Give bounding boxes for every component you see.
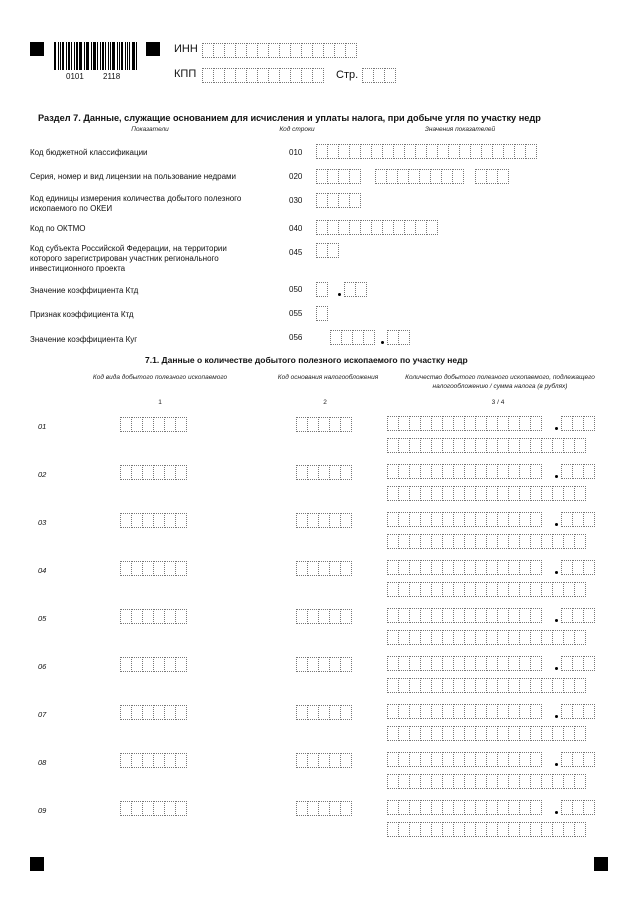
mineral-code-field[interactable] [120,417,186,432]
registration-marker-bottom-right [594,857,608,871]
entry-cell[interactable] [583,464,595,479]
quantity-integer-field[interactable] [387,416,541,431]
entry-cell[interactable] [175,753,187,768]
decimal-point [555,571,558,574]
entry-cell[interactable] [345,43,357,58]
taxation-basis-code-field[interactable] [296,417,351,432]
quantity-fraction-field[interactable] [561,752,594,767]
quantity-fraction-field[interactable] [561,560,594,575]
row-label-010: Код бюджетной классификации [30,148,148,157]
entry-cell[interactable] [175,609,187,624]
decimal-point [555,763,558,766]
taxation-basis-code-field[interactable] [296,753,351,768]
taxation-basis-code-field[interactable] [296,609,351,624]
entry-cell[interactable] [384,68,396,83]
license-number-field[interactable] [375,169,463,184]
col-line-code-header: Код строки [279,126,315,133]
quantity-integer-field[interactable] [387,512,541,527]
entry-cell[interactable] [497,169,509,184]
decimal-point [555,667,558,670]
row-code-056: 056 [289,333,303,342]
entry-cell[interactable] [426,220,438,235]
entry-cell[interactable] [340,657,352,672]
subsection-row-number: 01 [38,422,47,431]
entry-cell[interactable] [530,560,542,575]
okei-field[interactable] [316,193,360,208]
quantity-integer-field[interactable] [387,704,541,719]
decimal-point [338,293,341,296]
entry-cell[interactable] [316,282,328,297]
page-number-field[interactable] [362,68,395,83]
taxation-basis-code-field[interactable] [296,657,351,672]
decimal-point [555,523,558,526]
quantity-integer-field[interactable] [387,800,541,815]
subsection-row-number: 05 [38,614,47,623]
decimal-point [555,811,558,814]
entry-cell[interactable] [574,438,586,453]
entry-cell[interactable] [340,513,352,528]
tax-amount-field[interactable] [387,774,585,789]
entry-cell[interactable] [530,512,542,527]
barcode-bar [62,42,65,70]
inn-label: ИНН [174,43,198,55]
taxation-basis-code-field[interactable] [296,561,351,576]
entry-cell[interactable] [583,656,595,671]
barcode-bar [121,42,123,70]
quantity-fraction-field[interactable] [561,512,594,527]
kpp-field[interactable] [202,68,323,83]
entry-cell[interactable] [175,705,187,720]
inn-field[interactable] [202,43,356,58]
row-label-050: Значение коэффициента Ктд [30,286,139,295]
entry-cell[interactable] [340,705,352,720]
subsection-row-number: 08 [38,758,47,767]
registration-marker-bottom-left [30,857,44,871]
barcode-bar [117,42,118,70]
page-label: Стр. [336,69,359,81]
entry-cell[interactable] [583,704,595,719]
row-code-010: 010 [289,148,303,157]
region-code-field[interactable] [316,243,338,258]
quantity-integer-field[interactable] [387,464,541,479]
row-label-056: Значение коэффициента Куг [30,335,138,344]
ktd-integer-field[interactable] [316,282,327,297]
row-code-040: 040 [289,224,303,233]
decimal-point [555,427,558,430]
subsection-row-number: 09 [38,806,47,815]
license-type-field[interactable] [475,169,508,184]
mineral-code-field[interactable] [120,561,186,576]
ktd-flag-field[interactable] [316,306,327,321]
barcode-bar [112,42,115,70]
barcode-bar [100,42,101,70]
tax-amount-field[interactable] [387,726,585,741]
col1-number: 1 [158,399,162,406]
barcode-bar [86,42,87,70]
mineral-code-field[interactable] [120,753,186,768]
entry-cell[interactable] [574,630,586,645]
entry-cell[interactable] [175,561,187,576]
entry-cell[interactable] [175,513,187,528]
quantity-fraction-field[interactable] [561,608,594,623]
decimal-point [381,341,384,344]
entry-cell[interactable] [583,512,595,527]
entry-cell[interactable] [340,417,352,432]
barcode-bar [91,42,92,70]
entry-cell[interactable] [530,704,542,719]
entry-cell[interactable] [316,306,328,321]
tax-amount-field[interactable] [387,438,585,453]
mineral-code-field[interactable] [120,705,186,720]
subsection-row-number: 02 [38,470,47,479]
barcode-bar [129,42,131,70]
entry-cell[interactable] [355,282,367,297]
col1-header: Код вида добытого полезного ископаемого [92,374,228,381]
row-code-020: 020 [289,172,303,181]
barcode-bar [74,42,75,70]
barcode-bar [71,42,72,70]
entry-cell[interactable] [574,534,586,549]
subsection-row-number: 03 [38,518,47,527]
entry-cell[interactable] [349,193,361,208]
entry-cell[interactable] [530,416,542,431]
entry-cell[interactable] [574,726,586,741]
tax-amount-field[interactable] [387,486,585,501]
row-label-040: Код по ОКТМО [30,224,86,233]
subsection-title: 7.1. Данные о количестве добытого полезного ископаемого по участку недр [145,355,468,365]
quantity-fraction-field[interactable] [561,656,594,671]
entry-cell[interactable] [340,609,352,624]
license-series-field[interactable] [316,169,360,184]
section-title: Раздел 7. Данные, служащие основанием для исчисления и уплаты налога, при добыче угля по участку недр [38,113,541,123]
barcode-bar [93,42,96,70]
row-label-045: Код субъекта Российской Федерации, на территории которого зарегистрирован участник регионального инвестиционного проекта [30,244,227,273]
col3-number: 3 / 4 [491,399,505,406]
mineral-code-field[interactable] [120,465,186,480]
registration-marker-top-mid [146,42,160,56]
entry-cell[interactable] [583,608,595,623]
quantity-fraction-field[interactable] [561,704,594,719]
row-code-030: 030 [289,196,303,205]
barcode-bar [79,42,82,70]
entry-cell[interactable] [583,560,595,575]
entry-cell[interactable] [363,330,375,345]
entry-cell[interactable] [530,464,542,479]
barcode-bar [66,42,67,70]
quantity-integer-field[interactable] [387,752,541,767]
quantity-fraction-field[interactable] [561,416,594,431]
quantity-integer-field[interactable] [387,656,541,671]
barcode-bar [87,42,89,70]
kug-fraction-field[interactable] [387,330,409,345]
entry-cell[interactable] [583,800,595,815]
barcode-number-left: 0101 [66,72,84,81]
col2-number: 2 [323,399,327,406]
row-label-055: Признак коэффициента Ктд [30,310,134,319]
taxation-basis-code-field[interactable] [296,801,351,816]
mineral-code-field[interactable] [120,657,186,672]
quantity-integer-field[interactable] [387,560,541,575]
entry-cell[interactable] [574,582,586,597]
barcode-bar [125,42,126,70]
barcode-bar [136,42,137,70]
row-label-030: Код единицы измерения количества добытого полезного ископаемого по ОКЕИ [30,194,242,213]
tax-amount-field[interactable] [387,678,585,693]
entry-cell[interactable] [530,800,542,815]
entry-cell[interactable] [327,243,339,258]
row-code-050: 050 [289,285,303,294]
kpp-label: КПП [174,68,197,80]
taxation-basis-code-field[interactable] [296,465,351,480]
tax-amount-field[interactable] [387,582,585,597]
entry-cell[interactable] [583,752,595,767]
barcode-bar [132,42,135,70]
entry-cell[interactable] [574,774,586,789]
col2-header: Код основания налогообложения [277,374,379,381]
entry-cell[interactable] [530,656,542,671]
entry-cell[interactable] [349,169,361,184]
col3-header: Количество добытого полезного ископаемого, подлежащего налогообложению / сумма налога (в рублях) [405,374,595,390]
subsection-row-number: 06 [38,662,47,671]
barcode-bar [54,42,56,70]
entry-cell[interactable] [175,801,187,816]
taxation-basis-code-field[interactable] [296,705,351,720]
mineral-code-field[interactable] [120,609,186,624]
entry-cell[interactable] [340,465,352,480]
barcode [54,42,138,70]
oktmo-field[interactable] [316,220,437,235]
barcode-bar [105,42,106,70]
entry-cell[interactable] [312,68,324,83]
row-code-055: 055 [289,309,303,318]
row-code-045: 045 [289,248,303,257]
tax-amount-field[interactable] [387,822,585,837]
row-label-020: Серия, номер и вид лицензии на пользование недрами [30,172,236,181]
entry-cell[interactable] [452,169,464,184]
entry-cell[interactable] [340,753,352,768]
kbk-field[interactable] [316,144,536,159]
entry-cell[interactable] [340,801,352,816]
quantity-integer-field[interactable] [387,608,541,623]
tax-amount-field[interactable] [387,630,585,645]
decimal-point [555,475,558,478]
ktd-fraction-field[interactable] [344,282,366,297]
barcode-bar [127,42,128,70]
quantity-fraction-field[interactable] [561,800,594,815]
tax-amount-field[interactable] [387,534,585,549]
entry-cell[interactable] [175,465,187,480]
entry-cell[interactable] [574,486,586,501]
barcode-bar [58,42,59,70]
entry-cell[interactable] [574,678,586,693]
entry-cell[interactable] [175,417,187,432]
entry-cell[interactable] [583,416,595,431]
taxation-basis-code-field[interactable] [296,513,351,528]
barcode-bar [68,42,70,70]
barcode-number-right: 2118 [103,72,121,81]
decimal-point [555,619,558,622]
barcode-bar [102,42,104,70]
mineral-code-field[interactable] [120,513,186,528]
mineral-code-field[interactable] [120,801,186,816]
entry-cell[interactable] [530,752,542,767]
decimal-point [555,715,558,718]
quantity-fraction-field[interactable] [561,464,594,479]
barcode-bar [60,42,61,70]
kug-integer-field[interactable] [330,330,374,345]
col-indicators-header: Показатели [131,126,169,133]
entry-cell[interactable] [525,144,537,159]
barcode-bar [108,42,110,70]
subsection-row-number: 04 [38,566,47,575]
entry-cell[interactable] [175,657,187,672]
entry-cell[interactable] [340,561,352,576]
entry-cell[interactable] [398,330,410,345]
col-values-header: Значения показателей [424,126,496,133]
subsection-row-number: 07 [38,710,47,719]
barcode-bar [76,42,78,70]
entry-cell[interactable] [574,822,586,837]
barcode-bar [110,42,111,70]
entry-cell[interactable] [530,608,542,623]
barcode-bar [119,42,120,70]
registration-marker-top-left [30,42,44,56]
barcode-bar [97,42,98,70]
barcode-bar [84,42,85,70]
